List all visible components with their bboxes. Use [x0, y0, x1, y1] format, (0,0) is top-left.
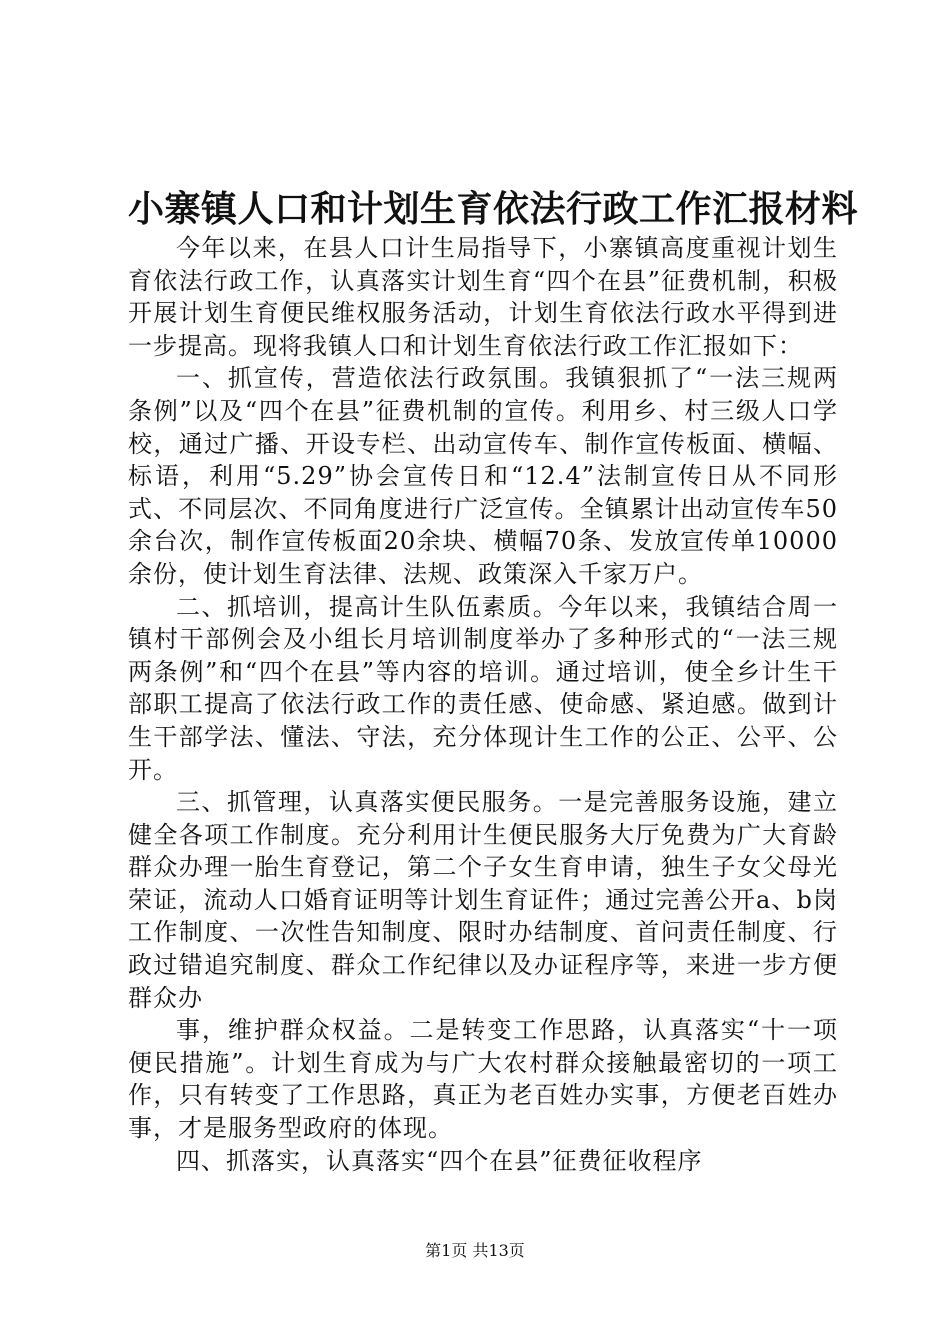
paragraph-management: 三、抓管理，认真落实便民服务。一是完善服务设施，建立健全各项工作制度。充分利用计生便民服务大厅免费为广大育龄群众办理一胎生育登记，第二个子女生育申请，独生子女父母光荣证，流动人口婚育证明等计划生育证件；通过完善公开a、b岗工作制度、一次性告知制度、限时办结制度、首问责任制度、行政过错追究制度、群众工作纪律以及办证程序等，来进一步方便群众办: [128, 788, 838, 1012]
paragraph-implementation: 四、抓落实，认真落实“四个在县”征费征收程序: [176, 1146, 703, 1175]
document-body: [128, 232, 838, 1177]
document-title: 小寨镇人口和计划生育依法行政工作汇报材料: [128, 188, 859, 230]
paragraph-intro: 今年以来，在县人口计生局指导下，小寨镇高度重视计划生育依法行政工作，认真落实计划生育“四个在县”征费机制，积极开展计划生育便民维权服务活动，计划生育依法行政水平得到进一步提高。现将我镇人口和计划生育依法行政工作汇报如下：: [128, 234, 838, 360]
page-number-footer: 第1页 共13页: [425, 1241, 525, 1260]
paragraph-publicity: 一、抓宣传，营造依法行政氛围。我镇狠抓了“一法三规两条例”以及“四个在县”征费机制的宣传。利用乡、村三级人口学校，通过广播、开设专栏、出动宣传车、制作宣传板面、横幅、标语，利用“5.29”协会宣传日和“12.4”法制宣传日从不同形式、不同层次、不同角度进行广泛宣传。全镇累计出动宣传车50余台次，制作宣传板面20余块、横幅70条、发放宣传单10000余份，使计划生育法律、法规、政策深入千家万户。: [128, 364, 838, 588]
paragraph-management-continued: 事，维护群众权益。二是转变工作思路，认真落实“十一项便民措施”。计划生育成为与广大农村群众接触最密切的一项工作，只有转变了工作思路，真正为老百姓办实事，方便老百姓办事，才是服务型政府的体现。: [128, 1016, 838, 1143]
paragraph-training: 二、抓培训，提高计生队伍素质。今年以来，我镇结合周一镇村干部例会及小组长月培训制度举办了多种形式的“一法三规两条例”和“四个在县”等内容的培训。通过培训，使全乡计生干部职工提高了依法行政工作的责任感、使命感、紧迫感。做到计生干部学法、懂法、守法，充分体现计生工作的公正、公平、公开。: [128, 592, 838, 784]
